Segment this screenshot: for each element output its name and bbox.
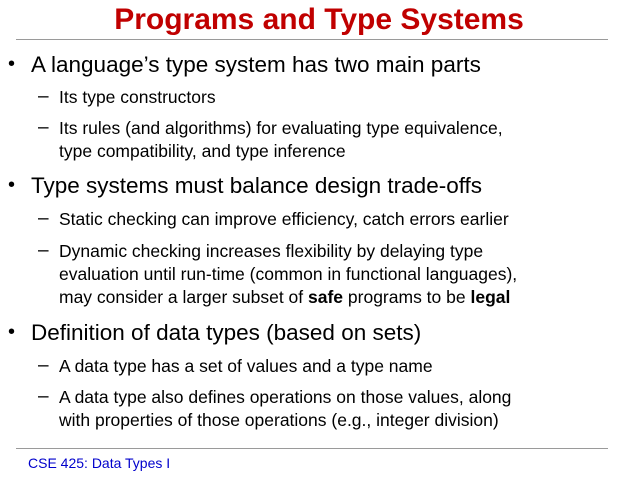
slide-footer: CSE 425: Data Types I <box>28 455 171 471</box>
footer-divider <box>16 448 608 449</box>
sub-bullet-marker: – <box>38 386 49 407</box>
bullet-1-text: A language’s type system has two main parts <box>31 52 481 77</box>
sub-bullet-marker: – <box>38 117 49 138</box>
sub-bullet-text: with properties of those operations (e.g., integer division) <box>59 410 499 430</box>
bullet-3-text: Definition of data types (based on sets) <box>31 320 422 345</box>
sub-bullet-text: Static checking can improve efficiency, catch errors earlier <box>59 209 509 229</box>
sub-bullet-text: type compatibility, and type inference <box>59 141 346 161</box>
bullet-3-sub-1 <box>38 355 433 378</box>
bullet-1 <box>8 52 481 78</box>
bullet-marker: • <box>8 53 16 75</box>
bullet-2-text: Type systems must balance design trade-offs <box>31 173 483 198</box>
bullet-3-sub-2 <box>38 386 512 432</box>
sub-bullet-text: Its type constructors <box>59 87 216 107</box>
sub-bullet-text: Dynamic checking increases flexibility by delaying type <box>59 241 484 261</box>
sub-bullet-text: evaluation until run-time (common in functional languages), <box>59 264 518 284</box>
title-divider <box>16 39 608 40</box>
bullet-1-sub-2 <box>38 117 503 163</box>
bullet-marker: • <box>8 174 16 196</box>
bullet-2-sub-1 <box>38 208 509 231</box>
sub-bullet-text: A data type has a set of values and a type name <box>59 356 433 376</box>
sub-bullet-marker: – <box>38 355 49 376</box>
sub-bullet-text: A data type also defines operations on those values, along <box>59 387 512 407</box>
bullet-2-sub-2 <box>38 240 518 309</box>
slide-title: Programs and Type Systems <box>114 3 524 36</box>
sub-bullet-marker: – <box>38 240 49 261</box>
bullet-3 <box>8 320 422 346</box>
bullet-marker: • <box>8 321 16 343</box>
emphasis-legal: legal <box>470 287 511 307</box>
sub-bullet-text: Its rules (and algorithms) for evaluating type equivalence, <box>59 118 503 138</box>
emphasis-safe: safe <box>308 287 344 307</box>
sub-bullet-marker: – <box>38 208 49 229</box>
bullet-2 <box>8 173 483 199</box>
bullet-1-sub-1 <box>38 86 216 109</box>
sub-bullet-text: may consider a larger subset of safe programs to be legal <box>59 287 511 307</box>
sub-bullet-marker: – <box>38 86 49 107</box>
